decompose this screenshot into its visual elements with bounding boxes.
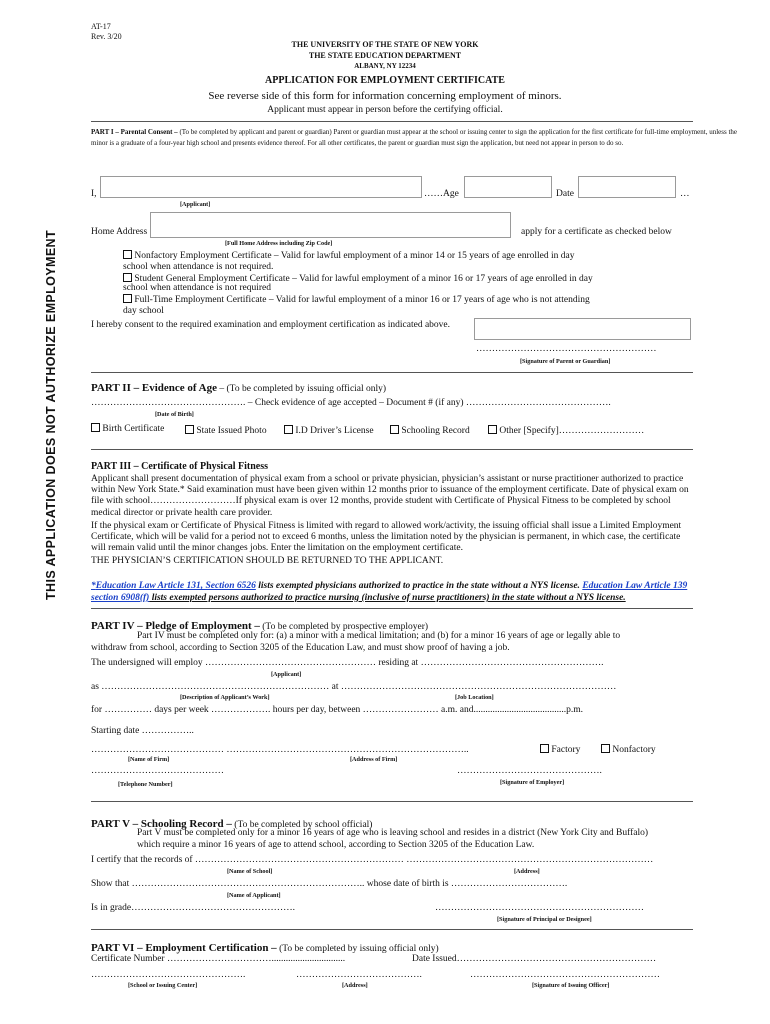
firm-address-caption: [Address of Firm] <box>350 756 398 763</box>
education-law-131-link[interactable]: Education Law Article 131, Section 6526 <box>95 581 256 591</box>
i-label: I, <box>91 189 97 199</box>
telephone-dots: …………………………………… <box>91 766 224 776</box>
form-code: AT-17 <box>91 22 111 31</box>
school-name-caption: [Name of School] <box>227 868 273 875</box>
education-law-139-link[interactable]: Education Law Article 139 section 6908(f) <box>91 581 688 603</box>
address-caption: [Full Home Address including Zip Code] <box>225 240 333 247</box>
page-title: APPLICATION FOR EMPLOYMENT CERTIFICATE <box>265 75 505 86</box>
show-line: Show that ……………………………………………………………….. whose date of birth is ………………………………. <box>91 879 568 889</box>
divider <box>91 801 693 802</box>
evidence-state-label: State Issued Photo <box>196 426 267 436</box>
sidebar-warning: THIS APPLICATION DOES NOT AUTHORIZE EMPLOYMENT <box>44 229 58 600</box>
part3-paragraph-2: If the physical exam or Certificate of Physical Fitness is limited with regard to allowed work/activity, the issuing official shall issue a Limited Employment Certificate, which will be valid for a period not to exceed 6 months, unless the limitation noted by the physician is permanent, in which case, the certificate will remain valid until the minor changes jobs. Enter the limitation on the employment certificate. <box>91 521 682 554</box>
nonfactory-label: Nonfactory <box>612 745 656 755</box>
certificate-number-line: Certificate Number ……………………………............................... <box>91 954 346 964</box>
part4-note: (To be completed by prospective employer) <box>259 622 429 632</box>
issuing-center-caption: [School or Issuing Center] <box>128 982 198 989</box>
principal-signature-dots: ………………………………………………………… <box>435 903 644 913</box>
divider <box>91 121 693 122</box>
fulltime-checkbox[interactable] <box>123 294 132 303</box>
evidence-other[interactable] <box>488 425 644 436</box>
state-photo-checkbox[interactable] <box>185 425 194 434</box>
parent-signature-caption: [Signature of Parent or Guardian] <box>520 358 611 365</box>
divider <box>91 372 693 373</box>
header-address: ALBANY, NY 12234 <box>354 62 416 70</box>
part4-paragraph-2: withdraw from school, according to Section 3205 of the Education Law, and must show proof of having a job. <box>91 643 510 653</box>
firm-line: …………………………………… ………………………………………………………………….. <box>91 745 469 755</box>
part1-intro-text: (To be completed by applicant and parent or guardian) Parent or guardian must appear at the school or issuing center to sign the application for the first certificate for full-time employment, unless the minor is a graduate of a four-year high school and presents evidence thereof. For all other certificates, the parent or guardian must sign the application, but need not appear in person to do so. <box>91 128 738 147</box>
part5-paragraph-1: Part V must be completed only for a minor 16 years of age who is leaving school and resides in a district (New York City and Buffalo) <box>137 828 649 838</box>
part5-paragraph-2: which require a minor 16 years of age to attend school, according to Section 3205 of the Education Law. <box>137 840 535 850</box>
birth-checkbox[interactable] <box>91 423 100 432</box>
date-input[interactable] <box>578 176 676 198</box>
evidence-state[interactable] <box>185 425 267 436</box>
part3-footnote <box>91 580 695 604</box>
nonfactory-option[interactable] <box>601 744 656 755</box>
option-fulltime[interactable] <box>123 294 590 305</box>
employer-signature-dots: ………………………………………. <box>457 766 602 776</box>
applicant-caption-2: [Applicant] <box>271 671 302 678</box>
applicant-caption: [Applicant] <box>180 201 211 208</box>
issuing-address-caption: [Address] <box>342 982 368 989</box>
employer-signature-caption: [Signature of Employer] <box>500 779 565 786</box>
footnote-middle: lists exempted physicians authorized to practice in the state without a NYS license. <box>255 581 583 591</box>
footnote-star: * <box>91 581 96 591</box>
applicant-name-caption: [Name of Applicant] <box>227 892 281 899</box>
starting-date: Starting date …………….. <box>91 726 194 736</box>
age-label: ……Age <box>424 189 459 199</box>
home-address-label: Home Address <box>91 227 148 237</box>
grade-line: Is in grade……………………………………………. <box>91 903 295 913</box>
date-issued-line: Date Issued……………………………………………………… <box>412 954 657 964</box>
consent-signature-input[interactable] <box>474 318 691 340</box>
option-fulltime-cont: day school <box>123 306 164 316</box>
principal-signature-caption: [Signature of Principal or Designee] <box>497 916 592 923</box>
part2-note: – (To be completed by issuing official only) <box>217 384 387 394</box>
dob-caption: [Date of Birth] <box>155 411 194 418</box>
part3-heading: PART III – Certificate of Physical Fitness <box>91 461 269 472</box>
issuing-officer-dots: …………………………………………………… <box>470 970 660 980</box>
age-input[interactable] <box>464 176 552 198</box>
date-label: Date <box>556 189 574 199</box>
header-university: THE UNIVERSITY OF THE STATE OF NEW YORK <box>291 40 479 49</box>
option-student-label: Student General Employment Certificate – Valid for lawful employment of a minor 16 or 17 years of age enrolled in day <box>134 274 593 284</box>
evidence-birth-label: Birth Certificate <box>102 424 165 434</box>
applicant-name-input[interactable] <box>100 176 422 198</box>
header-department: THE STATE EDUCATION DEPARTMENT <box>308 51 462 60</box>
option-nonfactory[interactable] <box>123 250 575 261</box>
part4-paragraph-1: Part IV must be completed only for: (a) a minor with a medical limitation; and (b) for a minor 16 years of age or legally able to <box>137 631 621 641</box>
option-fulltime-label: Full-Time Employment Certificate – Valid for lawful employment of a minor 16 or 17 years of age who is not attending <box>134 295 590 305</box>
header-subtitle: See reverse side of this form for information concerning employment of minors. <box>208 90 562 102</box>
issuing-address-dots: …………………………………. <box>296 970 422 980</box>
hours-line: for …………… days per week ………………. hours per day, between …………………… a.m. and.......................................p.m. <box>91 705 583 715</box>
consent-text: I hereby consent to the required examination and employment certification as indicated above. <box>91 320 451 330</box>
option-student-cont: school when attendance is not required <box>123 283 271 293</box>
employ-line: The undersigned will employ ……………………………………………… residing at …………………………………………………. <box>91 658 604 668</box>
evidence-birth[interactable] <box>91 423 164 434</box>
telephone-caption: [Telephone Number] <box>118 781 173 788</box>
job-location-caption: [Job Location] <box>455 694 494 701</box>
part5-heading: PART V – Schooling Record – <box>91 818 232 830</box>
part3-paragraph-1: Applicant shall present documentation of physical exam from a school or private physician, physician’s assistant or nurse practitioner authorized to practice within New York State.* Said examination must have been given within 12 months prior to issuance of the employment certificate. Date of physical exam on file with school………………………If physical exam is over 12 months, provide student with Certificate of Physical Fitness to be completed by school medical director or private health care provider. <box>91 474 689 518</box>
part4-heading: PART IV – Pledge of Employment – <box>91 620 260 632</box>
footnote-end: lists exempted persons authorized to practice nursing (inclusive of nurse practitioners) in the state without a NYS license. <box>149 593 626 603</box>
nonfactory-checkbox[interactable] <box>123 250 132 259</box>
student-checkbox[interactable] <box>123 273 132 282</box>
dob-line: …………………………………………. – Check evidence of age accepted – Document # (if any) ………………………………………. <box>91 398 611 408</box>
part2-heading: PART II – Evidence of Age <box>91 382 218 394</box>
issuing-officer-caption: [Signature of Issuing Officer] <box>532 982 610 989</box>
form-revision: Rev. 3/20 <box>91 32 122 41</box>
apply-text: apply for a certificate as checked below <box>521 227 672 237</box>
part3-paragraph-3: THE PHYSICIAN’S CERTIFICATION SHOULD BE RETURNED TO THE APPLICANT. <box>91 556 444 566</box>
part6-note: (To be completed by issuing official only) <box>276 944 439 954</box>
factory-option[interactable] <box>540 744 580 755</box>
part1-intro <box>91 127 751 149</box>
part5-note: (To be completed by school official) <box>231 820 373 830</box>
firm-name-caption: [Name of Firm] <box>128 756 170 763</box>
divider <box>91 929 693 930</box>
evidence-license[interactable] <box>284 425 374 436</box>
date-dots: … <box>680 189 690 199</box>
evidence-license-label: I.D Driver’s License <box>295 426 374 436</box>
evidence-school-label: Schooling Record <box>401 426 470 436</box>
divider <box>91 608 693 609</box>
certify-line: I certify that the records of ………………………………………………………… …………………………………………………………………… <box>91 855 654 865</box>
home-address-input[interactable] <box>150 212 511 238</box>
school-address-caption: [Address] <box>514 868 540 875</box>
part1-heading: PART I – Parental Consent – <box>91 128 178 136</box>
school-record-checkbox[interactable] <box>390 425 399 434</box>
evidence-school[interactable] <box>390 425 470 436</box>
part6-heading: PART VI – Employment Certification – <box>91 942 277 954</box>
license-checkbox[interactable] <box>284 425 293 434</box>
part2-title <box>91 382 386 394</box>
issuing-center-dots: …………………………………………. <box>91 970 246 980</box>
option-nonfactory-label: Nonfactory Employment Certificate – Valid for lawful employment of a minor 14 or 15 years of age enrolled in day <box>134 251 575 261</box>
header-subtitle-2: Applicant must appear in person before the certifying official. <box>267 105 503 115</box>
factory-checkbox[interactable] <box>540 744 549 753</box>
nonfactory-employer-checkbox[interactable] <box>601 744 610 753</box>
factory-label: Factory <box>551 745 581 755</box>
other-checkbox[interactable] <box>488 425 497 434</box>
work-line: as ……………………………………………………………… at …………………………………………………………………………… <box>91 682 617 692</box>
divider <box>91 449 693 450</box>
work-description-caption: [Description of Applicant’s Work] <box>180 694 270 701</box>
option-nonfactory-cont: school when attendance is not required. <box>123 262 274 272</box>
evidence-other-label: Other [Specify]……………………… <box>499 426 645 436</box>
parent-signature-dots: ………………………………………………… <box>476 344 657 354</box>
